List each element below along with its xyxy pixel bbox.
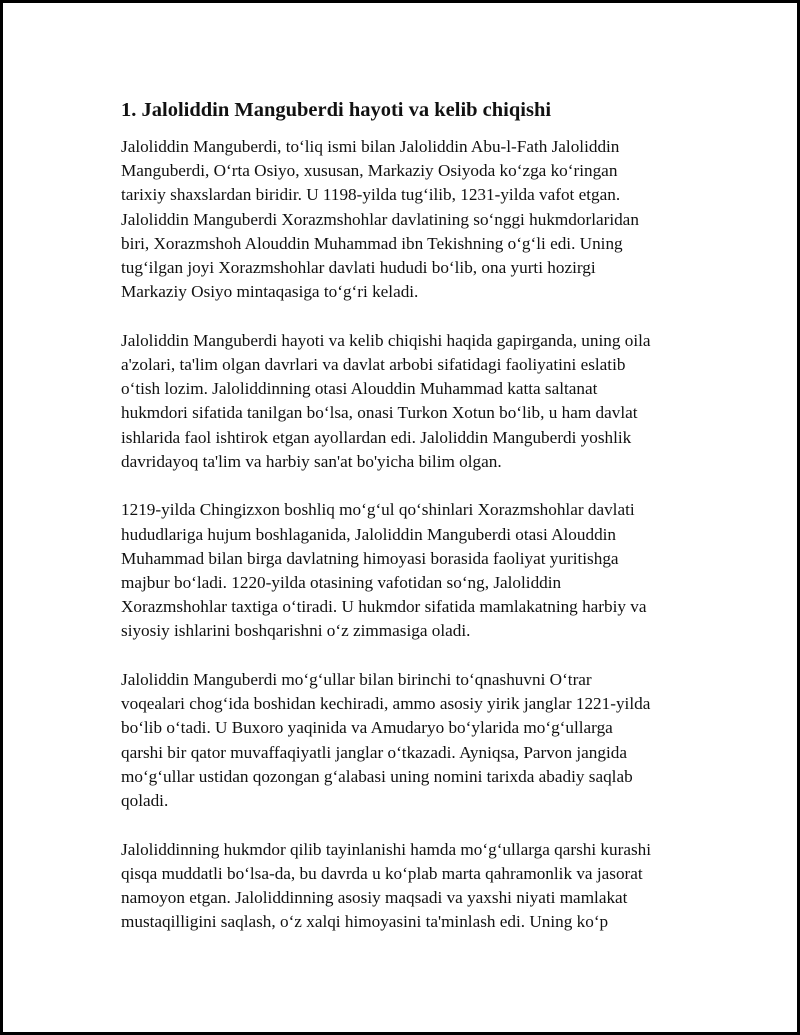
paragraph-1 bbox=[121, 135, 701, 304]
document-body bbox=[121, 97, 701, 959]
paragraph-line: Manguberdi, O‘rta Osiyo, xususan, Markaziy Osiyoda ko‘zga ko‘ringan bbox=[121, 161, 618, 181]
paragraph-line: qarshi bir qator muvaffaqiyatli janglar o‘tkazadi. Ayniqsa, Parvon jangida bbox=[121, 742, 627, 762]
paragraph-line: Muhammad bilan birga davlatning himoyasi borasida faoliyat yuritishga bbox=[121, 548, 619, 568]
paragraph-line: Markaziy Osiyo mintaqasiga to‘g‘ri keladi. bbox=[121, 282, 419, 302]
paragraph-5 bbox=[121, 838, 701, 935]
paragraph-3 bbox=[121, 498, 701, 643]
paragraph-line: mustaqilligini saqlash, o‘z xalqi himoyasini ta'minlash edi. Uning ko‘p bbox=[121, 912, 609, 932]
paragraph-line: Jaloliddin Manguberdi hayoti va kelib chiqishi haqida gapirganda, uning oila bbox=[121, 330, 651, 350]
paragraph-line: qoladi. bbox=[121, 791, 169, 811]
paragraph-line: biri, Xorazmshoh Alouddin Muhammad ibn Tekishning o‘g‘li edi. Uning bbox=[121, 233, 623, 253]
paragraph-line: Jaloliddin Manguberdi, to‘liq ismi bilan Jaloliddin Abu-l-Fath Jaloliddin bbox=[121, 137, 620, 156]
paragraph-line: mo‘g‘ullar ustidan qozongan g‘alabasi uning nomini tarixda abadiy saqlab bbox=[121, 766, 633, 786]
paragraph-line: siyosiy ishlarini boshqarishni o‘z zimmasiga oladi. bbox=[121, 621, 471, 641]
paragraph-line: bo‘lib o‘tadi. U Buxoro yaqinida va Amudaryo bo‘ylarida mo‘g‘ullarga bbox=[121, 718, 613, 738]
paragraph-line: tarixiy shaxslardan biridir. U 1198-yilda tug‘ilib, 1231-yilda vafot etgan. bbox=[121, 185, 621, 205]
paragraph-line: hukmdori sifatida tanilgan bo‘lsa, onasi Turkon Xotun bo‘lib, u ham davlat bbox=[121, 403, 638, 423]
paragraph-line: majbur bo‘ladi. 1220-yilda otasining vafotidan so‘ng, Jaloliddin bbox=[121, 573, 562, 593]
paragraph-line: Jaloliddin Manguberdi mo‘g‘ullar bilan birinchi to‘qnashuvni O‘trar bbox=[121, 670, 592, 690]
paragraph-line: 1219-yilda Chingizxon boshliq mo‘g‘ul qo‘shinlari Xorazmshohlar davlati bbox=[121, 500, 635, 520]
paragraph-line: tug‘ilgan joyi Xorazmshohlar davlati hududi bo‘lib, ona yurti hozirgi bbox=[121, 258, 596, 278]
paragraph-2 bbox=[121, 329, 701, 474]
paragraph-line: namoyon etgan. Jaloliddinning asosiy maqsadi va yaxshi niyati mamlakat bbox=[121, 888, 628, 908]
paragraph-line: voqealari chog‘ida boshidan kechiradi, ammo asosiy yirik janglar 1221-yilda bbox=[121, 694, 651, 714]
paragraph-line: Jaloliddin Manguberdi Xorazmshohlar davlatining so‘nggi hukmdorlaridan bbox=[121, 209, 639, 229]
paragraph-line: a'zolari, ta'lim olgan davrlari va davlat arbobi sifatidagi faoliyatini eslatib bbox=[121, 355, 626, 375]
paragraph-line: o‘tish lozim. Jaloliddinning otasi Alouddin Muhammad katta saltanat bbox=[121, 379, 598, 399]
paragraph-line: qisqa muddatli bo‘lsa-da, bu davrda u ko‘plab marta qahramonlik va jasorat bbox=[121, 863, 643, 883]
paragraph-line: hududlariga hujum boshlaganida, Jaloliddin Manguberdi otasi Alouddin bbox=[121, 524, 617, 544]
paragraph-4 bbox=[121, 668, 701, 813]
paragraph-line: Xorazmshohlar taxtiga o‘tiradi. U hukmdor sifatida mamlakatning harbiy va bbox=[121, 597, 647, 617]
paragraph-line: ishlarida faol ishtirok etgan ayollardan edi. Jaloliddin Manguberdi yoshlik bbox=[121, 427, 632, 447]
paragraph-line: Jaloliddinning hukmdor qilib tayinlanishi hamda mo‘g‘ullarga qarshi kurashi bbox=[121, 839, 652, 859]
paragraph-line: davridayoq ta'lim va harbiy san'at bo'yicha bilim olgan. bbox=[121, 451, 502, 471]
section-heading: 1. Jaloliddin Manguberdi hayoti va kelib chiqishi bbox=[121, 99, 552, 121]
